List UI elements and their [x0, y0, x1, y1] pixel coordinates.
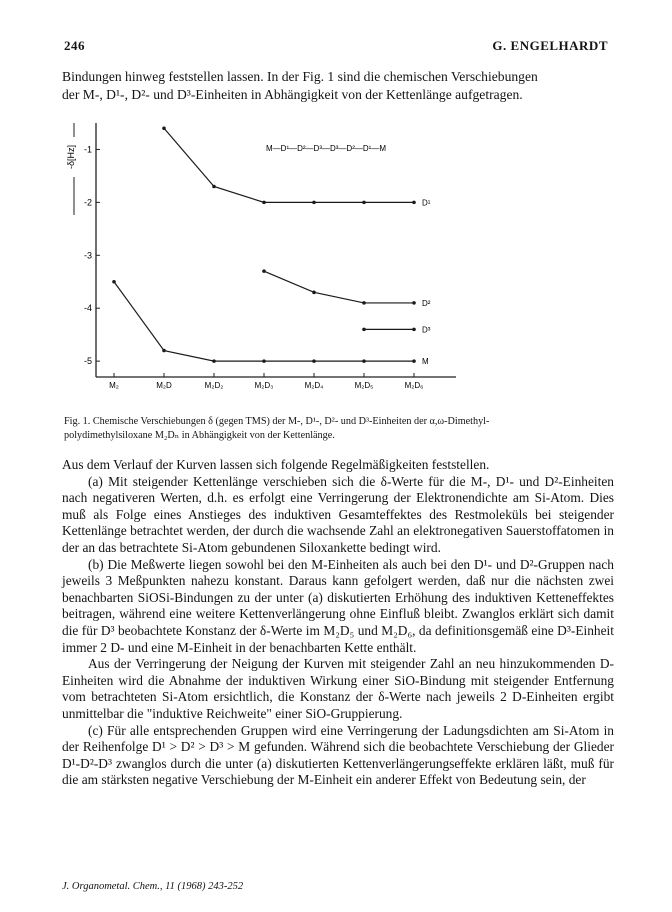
caption-line: polydimethylsiloxane M₂Dₙ in Abhängigkeit von der Kettenlänge. — [64, 429, 335, 441]
x-tick-label: M₂D₆ — [404, 381, 424, 390]
x-tick-label: M₂D — [156, 381, 172, 390]
x-tick-label: M₂D₂ — [204, 381, 224, 390]
figure-caption — [64, 415, 614, 442]
body-paragraph: (b) Die Meßwerte liegen sowohl bei den M-Einheiten als auch bei den D¹- und D²-Gruppen nach jeweils 3 Meßpunkten nahezu konstant. Daraus kann gefolgert werden, daß nur die nächsten zwei benachbarten SiOSi-Bindungen zu der unter (a) diskutierten Erhöhung des induktiven Ketteneffektes beitragen, während eine weitere Kettenverlängerung ohne Einfluß bleibt. Zwanglos erklärt sich damit die für D³ beobachtete Konstanz der δ-Werte im M₂D₅ und M₂D₆, da definitionsgemäß eine D³-Einheit immer 2 D- und eine M-Einheit in der benachbarten Kette enthält. — [62, 556, 614, 655]
body-text — [62, 457, 614, 789]
journal-footer: J. Organometal. Chem., 11 (1968) 243-252 — [62, 881, 244, 892]
series-line-D¹ — [164, 128, 414, 202]
series-label: D² — [422, 298, 431, 308]
chain-annotation: M—D¹—D²—D³—D³—D²—D¹—M — [266, 144, 386, 153]
caption-line: Fig. 1. Chemische Verschiebungen δ (gegen TMS) der M-, D¹-, D²- und D³-Einheiten der α,ω-Dimethyl- — [64, 416, 490, 427]
intro-paragraph — [62, 68, 614, 104]
intro-line: der M-, D¹-, D²- und D³-Einheiten in Abhängigkeit von der Kettenlänge aufgetragen. — [62, 87, 523, 102]
data-point — [412, 359, 416, 363]
data-point — [312, 359, 316, 363]
y-tick-label: -2 — [83, 197, 92, 208]
body-paragraph: Aus dem Verlauf der Kurven lassen sich folgende Regelmäßigkeiten feststellen. — [62, 457, 490, 472]
data-point — [312, 291, 316, 295]
chart-series — [112, 126, 416, 362]
body-paragraph: (c) Für alle entsprechenden Gruppen wird eine Verringerung der Ladungsdichten am Si-Atom in der Reihenfolge D¹ > D² > D³ > M gefunden. Während sich die beobachtete Verschiebung der Glieder D¹-D²-D³ zwanglos durch die unter (a) diskutierten Kettenverlängerungseffekte erklären läßt, muß für die am stärksten negative Verschiebung der M-Einheit ein anderer Effekt von Bedeutung sein, der — [62, 722, 614, 788]
data-point — [212, 185, 216, 189]
series-line-M — [114, 282, 414, 361]
y-tick-label: -3 — [83, 250, 92, 261]
data-point — [362, 301, 366, 305]
data-point — [162, 349, 166, 353]
x-tick-label: M₂D₃ — [254, 381, 274, 390]
series-label: D¹ — [422, 198, 431, 208]
y-axis-label: -δ[Hz] — [66, 144, 76, 170]
figure-1-chart — [60, 115, 580, 395]
data-point — [412, 328, 416, 332]
chart-labels — [266, 144, 431, 366]
series-line-D² — [264, 271, 414, 303]
body-paragraph: (a) Mit steigender Kettenlänge verschieben sich die δ-Werte für die M-, D¹- und D²-Einheiten nach negativeren Werten, d.h. es erfolgt eine Verringerung der Elektronendichte am Si-Atom. Dies muß als Folge eines Anstieges des induktiven Gesamteffektes des Restmoleküls bei steigender Kettenlänge betrachtet werden, der durch die wachsende Zahl an elektronegativen Sauerstoffatomen in der an das betrachtete Si-Atom gebundenen Siloxankette bedingt wird. — [62, 473, 614, 555]
y-tick-label: -4 — [83, 303, 92, 314]
data-point — [112, 280, 116, 284]
series-label: M — [422, 357, 429, 367]
data-point — [362, 328, 366, 332]
x-tick-label: M₂D₅ — [354, 381, 374, 390]
data-point — [312, 201, 316, 205]
data-point — [262, 269, 266, 273]
data-point — [412, 201, 416, 205]
x-tick-label: M₂ — [109, 381, 119, 390]
data-point — [362, 201, 366, 205]
page-number: 246 — [64, 38, 85, 53]
data-point — [262, 201, 266, 205]
chart-axes — [66, 123, 456, 390]
body-paragraph: Aus der Verringerung der Neigung der Kurven mit steigender Zahl an neu hinzukommenden D-Einheiten wird die Abnahme der induktiven Wirkung einer SiO-Bindung mit steigender Entfernung vom betrachteten Si-Atom ersichtlich, die Konstanz der δ-Werte nach jeweils 2 D-Einheiten ergibt unmittelbar die "induktive Reichweite" einer SiO-Gruppierung. — [62, 656, 614, 721]
data-point — [412, 301, 416, 305]
y-tick-label: -1 — [83, 144, 92, 155]
y-tick-label: -5 — [83, 356, 92, 367]
data-point — [362, 359, 366, 363]
data-point — [262, 359, 266, 363]
data-point — [212, 359, 216, 363]
running-author: G. ENGELHARDT — [492, 38, 608, 53]
series-label: D³ — [422, 325, 431, 335]
intro-line: Bindungen hinweg feststellen lassen. In der Fig. 1 sind die chemischen Verschiebungen — [62, 69, 538, 84]
data-point — [162, 126, 166, 130]
x-tick-label: M₂D₄ — [304, 381, 324, 390]
